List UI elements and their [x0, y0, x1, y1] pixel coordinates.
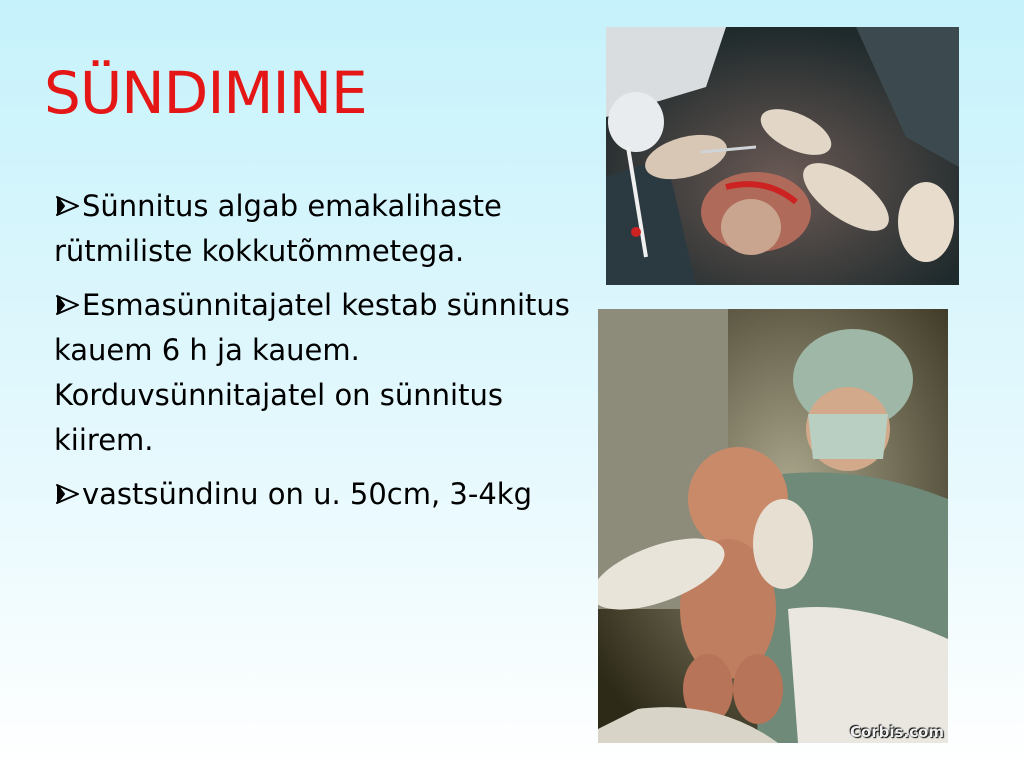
arrowhead-bullet-icon [54, 294, 82, 316]
bullet-item [54, 283, 574, 463]
surgery-photo [606, 27, 959, 285]
slide-title: SÜNDIMINE [44, 59, 367, 127]
bullet-text: vastsündinu on u. 50cm, 3-4kg [82, 477, 532, 511]
bullet-text: Esmasünnitajatel kestab sünnitus kauem 6 h ja kauem. Korduvsünnitajatel on sünnitus kiirem. [54, 288, 570, 457]
bullet-item [54, 472, 574, 517]
bullet-item [54, 184, 574, 274]
arrowhead-bullet-icon [54, 195, 82, 217]
image-watermark: Corbis.com [849, 723, 944, 741]
bullet-text: Sünnitus algab emakalihaste rütmiliste kokkutõmmetega. [54, 189, 502, 268]
newborn-photo [598, 309, 948, 743]
arrowhead-bullet-icon [54, 483, 82, 505]
bullet-list [54, 184, 574, 526]
